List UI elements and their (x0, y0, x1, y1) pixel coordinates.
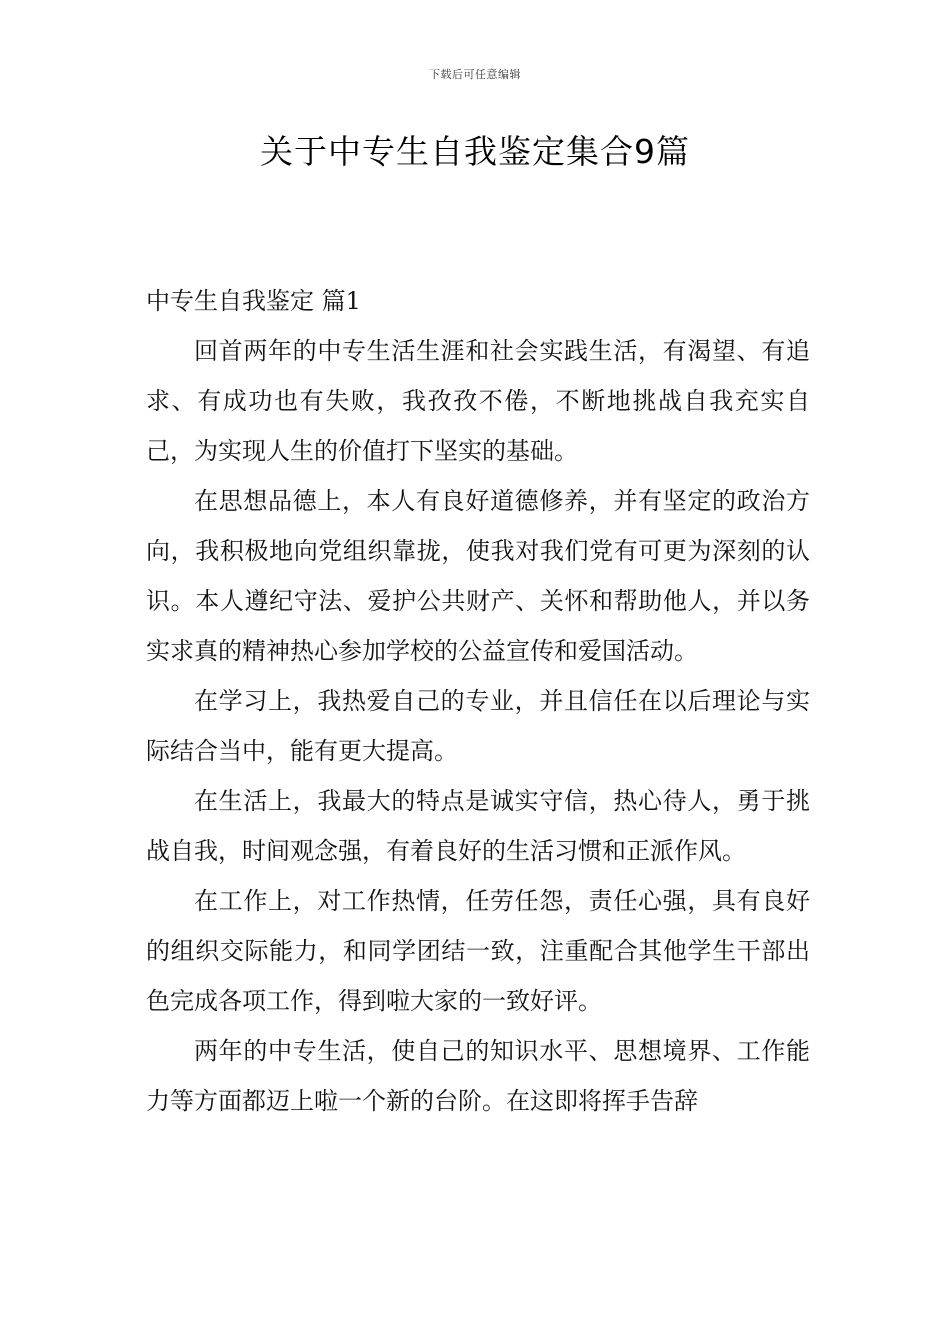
document-body (146, 276, 810, 1126)
paragraph: 在生活上，我最大的特点是诚实守信，热心待人，勇于挑战自我，时间观念强，有着良好的生活习惯和正派作风。 (146, 787, 810, 865)
document-title: 关于中专生自我鉴定集合9篇 (260, 132, 690, 171)
header-note: 下载后可任意编辑 (429, 68, 521, 81)
section-heading: 中专生自我鉴定 篇1 (146, 287, 361, 315)
paragraph: 回首两年的中专生活生涯和社会实践生活，有渴望、有追求、有成功也有失败，我孜孜不倦，不断地挑战自我充实自己，为实现人生的价值打下坚实的基础。 (146, 337, 810, 465)
paragraph: 在工作上，对工作热情，任劳任怨，责任心强，具有良好的组织交际能力，和同学团结一致，注重配合其他学生干部出色完成各项工作，得到啦大家的一致好评。 (146, 887, 810, 1015)
paragraph: 在思想品德上，本人有良好道德修养，并有坚定的政治方向，我积极地向党组织靠拢，使我对我们党有可更为深刻的认识。本人遵纪守法、爱护公共财产、关怀和帮助他人，并以务实求真的精神热心参加学校的公益宣传和爱国活动。 (146, 487, 810, 665)
paragraph: 在学习上，我热爱自己的专业，并且信任在以后理论与实际结合当中，能有更大提高。 (146, 687, 810, 765)
paragraph: 两年的中专生活，使自己的知识水平、思想境界、工作能力等方面都迈上啦一个新的台阶。在这即将挥手告辞 (146, 1037, 810, 1115)
